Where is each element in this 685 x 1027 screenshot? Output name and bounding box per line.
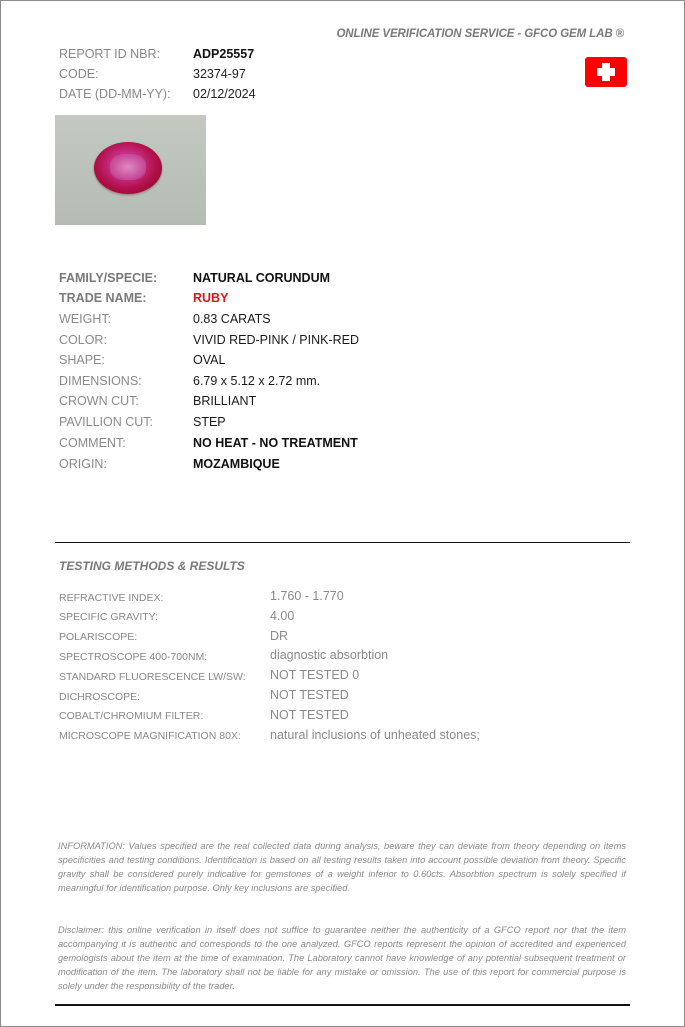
comment-value: NO HEAT - NO TREATMENT — [193, 436, 358, 450]
dimensions-value: 6.79 x 5.12 x 2.72 mm. — [193, 374, 321, 388]
crown-cut-label: CROWN CUT: — [59, 394, 139, 408]
pavillion-cut-value: STEP — [193, 415, 226, 429]
spectroscope-value: diagnostic absorbtion — [270, 648, 389, 662]
color-label: COLOR: — [59, 333, 107, 347]
ruby-gem-image — [94, 142, 162, 194]
origin-label: ORIGIN: — [59, 457, 107, 471]
report-id-value: ADP25557 — [193, 47, 255, 61]
specific-gravity-value: 4.00 — [270, 609, 295, 623]
spectroscope-label: SPECTROSCOPE 400-700NM: — [59, 651, 208, 663]
shape-value: OVAL — [193, 353, 226, 367]
family-label: FAMILY/SPECIE: — [59, 271, 158, 285]
color-value: VIVID RED-PINK / PINK-RED — [193, 333, 359, 347]
origin-value: MOZAMBIQUE — [193, 457, 280, 471]
code-label: CODE: — [59, 67, 99, 81]
family-value: NATURAL CORUNDUM — [193, 271, 331, 285]
dichroscope-label: DICHROSCOPE: — [59, 691, 141, 703]
crown-cut-value: BRILLIANT — [193, 394, 257, 408]
shape-label: SHAPE: — [59, 353, 105, 367]
microscope-label: MICROSCOPE MAGNIFICATION 80X: — [59, 730, 241, 742]
pavillion-cut-label: PAVILLION CUT: — [59, 415, 154, 429]
dimensions-label: DIMENSIONS: — [59, 374, 142, 388]
disclaimer-note: Disclaimer: this online verification in itself does not suffice to guarantee neither the authenticity of a GFCO report nor that the item accompanying it is authentic and corresponds to the one analyzed. GFCO reports represent the opinion of accredited and experienced gemologists about the item at the time of examination. The Laboratory cannot have knowledge of any potential subsequent treatment or modification of the item. The laboratory shall not be liable for any mistake or omission. The use of this report for commercial purpose is solely under the responsibility of the trader. — [58, 925, 626, 991]
refractive-index-value: 1.760 - 1.770 — [270, 589, 344, 603]
fluorescence-value: NOT TESTED 0 — [270, 668, 360, 682]
comment-label: COMMENT: — [59, 436, 126, 450]
microscope-value: natural inclusions of unheated stones; — [270, 728, 480, 742]
trade-name-value: RUBY — [193, 291, 229, 305]
polariscope-label: POLARISCOPE: — [59, 631, 138, 643]
footer-divider — [55, 1004, 630, 1006]
refractive-index-label: REFRACTIVE INDEX: — [59, 592, 164, 604]
report-id-label: REPORT ID NBR: — [59, 47, 160, 61]
information-note: INFORMATION: Values specified are the real collected data during analysis, beware they can deviate from theory depending on items specificities and testing conditions. Identification is based on all testing results taken into account possible deviation from theory. Specific gravity shall be considered purely indicative for gemstones of a weight inferior to 0.60cts. Absorbtion spectrum is solely specified if meaningful for identification purpose. Only key inclusions are specified. — [58, 841, 626, 893]
fluorescence-label: STANDARD FLUORESCENCE LW/SW: — [59, 671, 246, 683]
weight-label: WEIGHT: — [59, 312, 112, 326]
section-divider — [55, 542, 630, 543]
date-value: 02/12/2024 — [193, 87, 256, 101]
specific-gravity-label: SPECIFIC GRAVITY: — [59, 611, 158, 623]
weight-value: 0.83 CARATS — [193, 312, 271, 326]
chromium-filter-label: COBALT/CHROMIUM FILTER: — [59, 710, 204, 722]
service-title: ONLINE VERIFICATION SERVICE - GFCO GEM LAB ® — [336, 28, 624, 40]
swiss-flag-icon — [585, 57, 627, 87]
polariscope-value: DR — [270, 629, 289, 643]
gemstone-photo — [55, 115, 206, 225]
code-value: 32374-97 — [193, 67, 246, 81]
date-label: DATE (DD-MM-YY): — [59, 87, 171, 101]
dichroscope-value: NOT TESTED — [270, 688, 349, 702]
testing-section-title: TESTING METHODS & RESULTS — [59, 559, 245, 573]
chromium-filter-value: NOT TESTED — [270, 708, 349, 722]
trade-name-label: TRADE NAME: — [59, 291, 147, 305]
